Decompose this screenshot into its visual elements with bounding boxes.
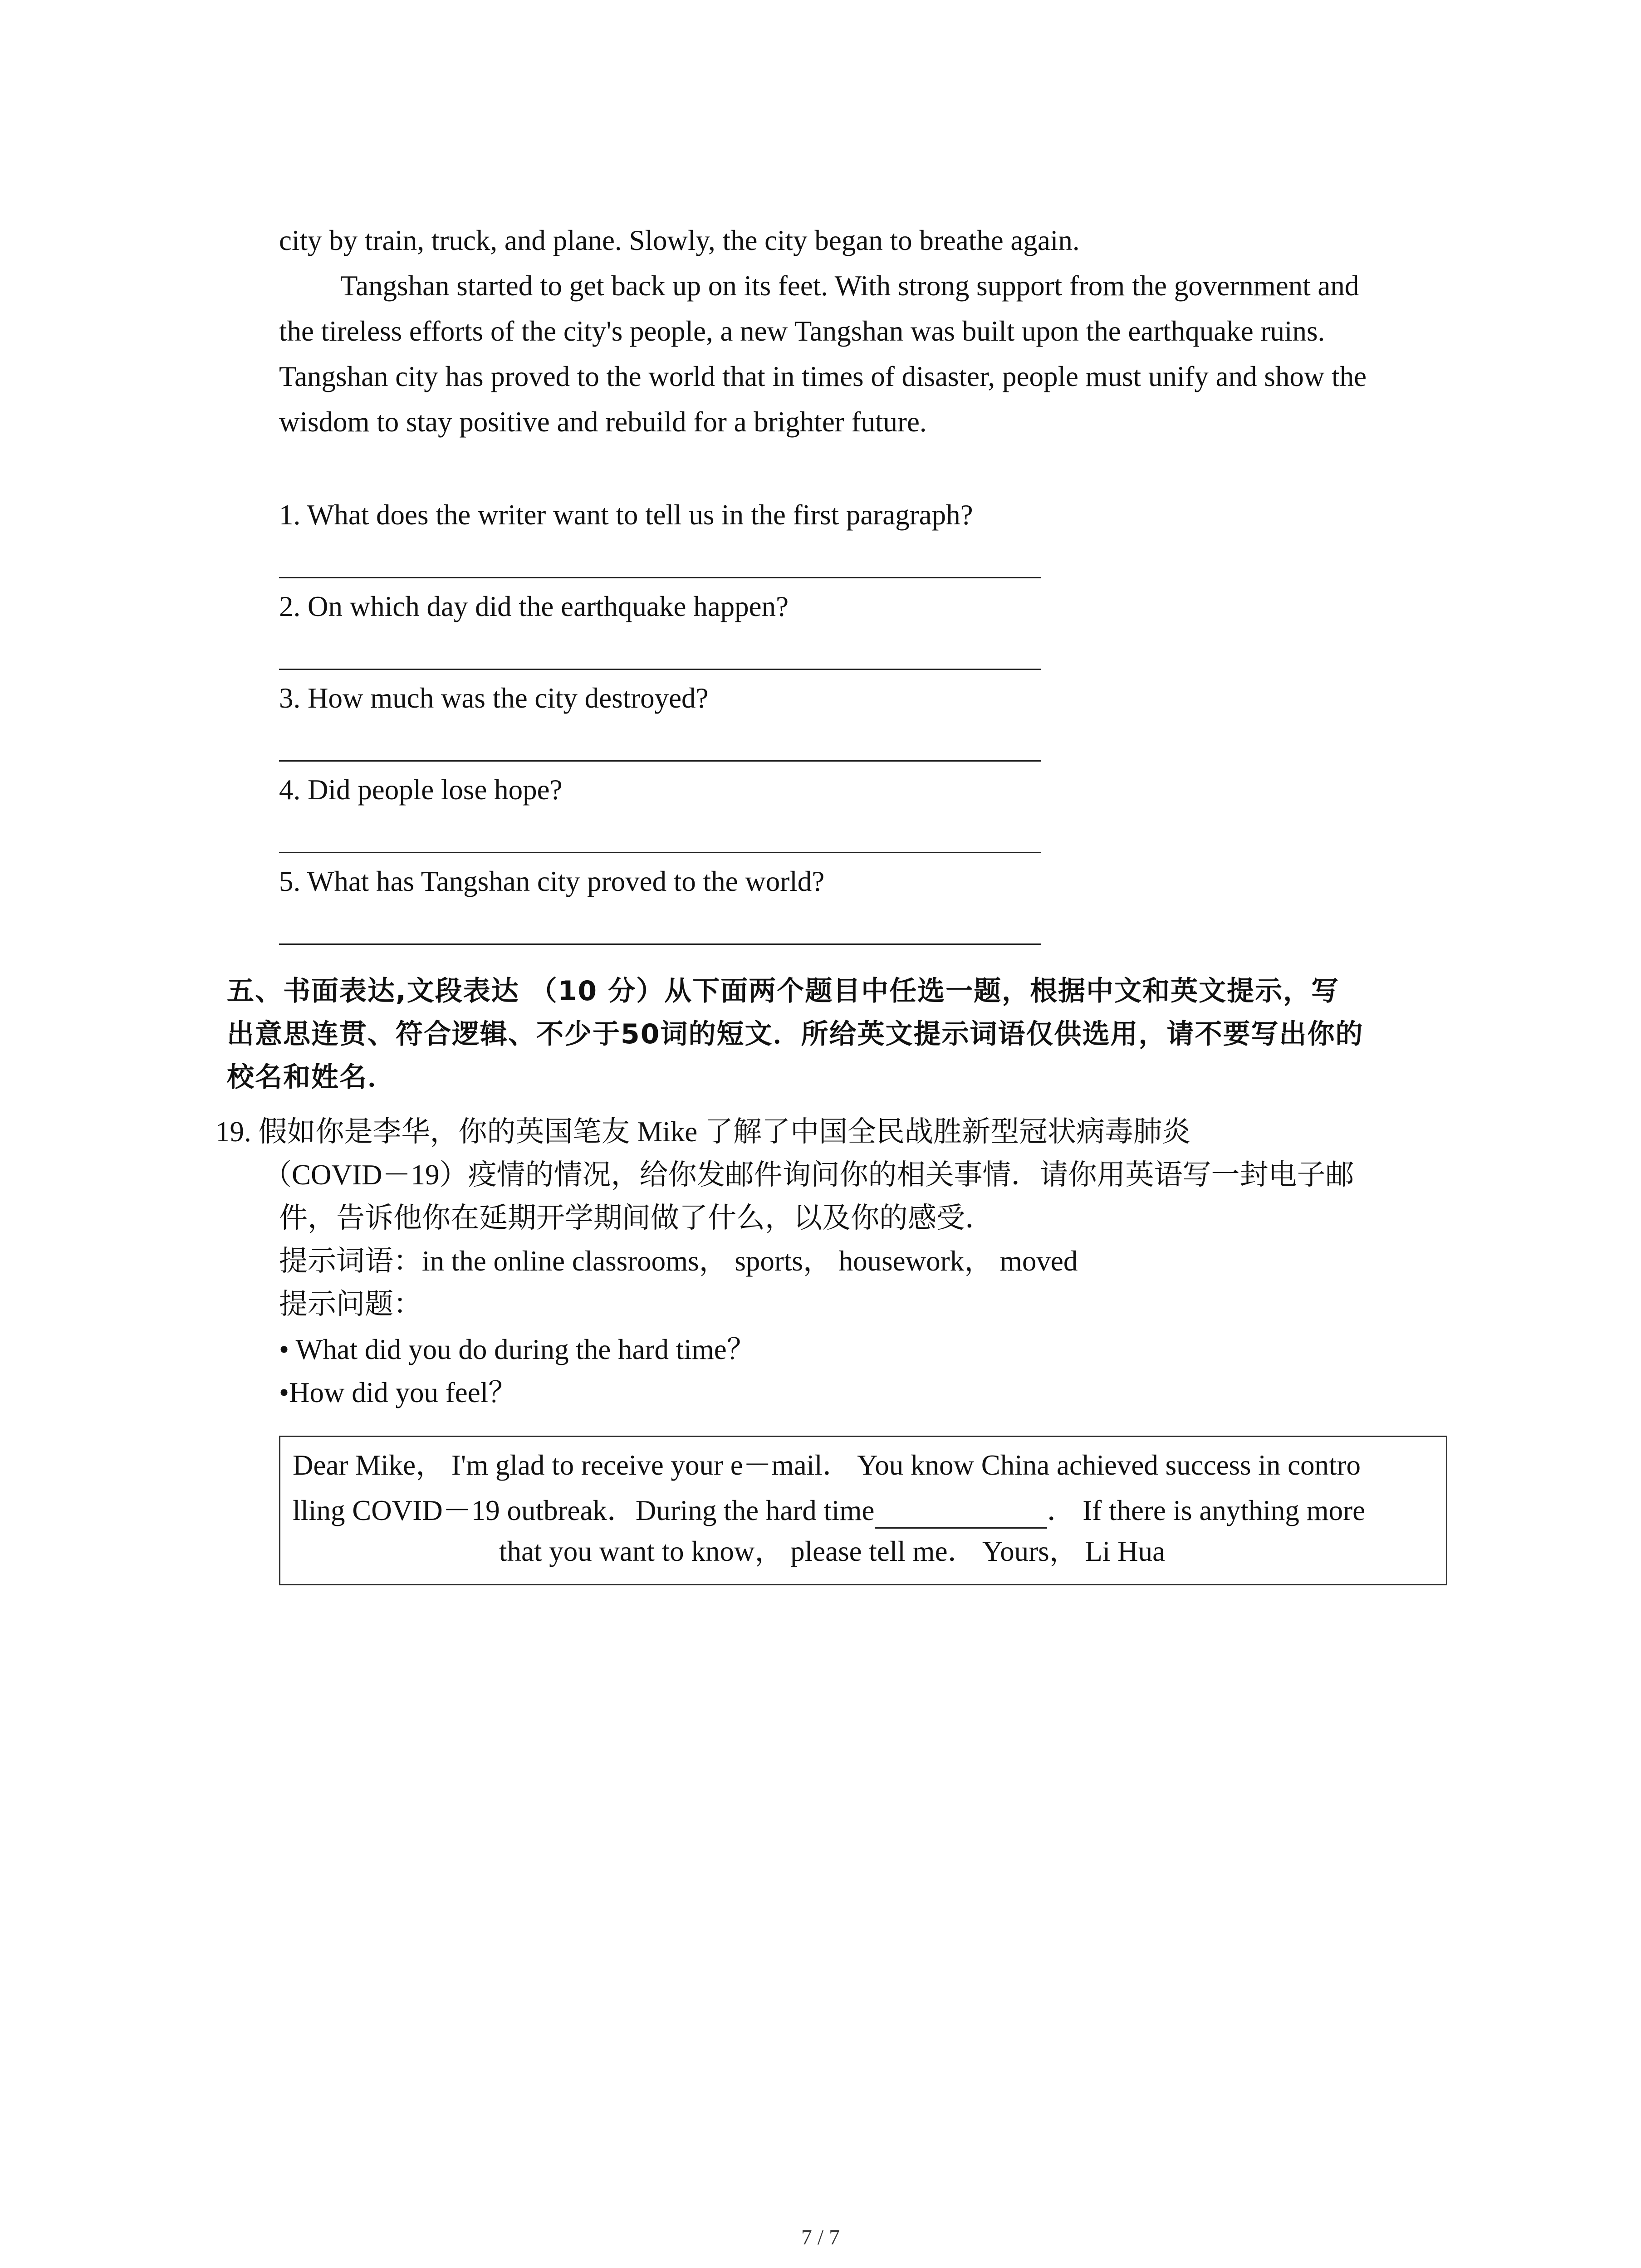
hint-questions-label: 提示问题： [279, 1288, 422, 1320]
section-heading: 五、书面表达,文段表达 （10 分）从下面两个题目中任选一题，根据中文和英文提示，写 [227, 975, 1340, 1007]
email-blank[interactable] [875, 1500, 1047, 1529]
answer-line-1[interactable] [279, 577, 1041, 578]
hint-words: 提示词语：in the online classrooms， sports， housework， moved [279, 1245, 1078, 1277]
answer-line-4[interactable] [279, 852, 1041, 853]
question-1: 1. What does the writer want to tell us in the first paragraph? [279, 499, 973, 531]
passage-line: wisdom to stay positive and rebuild for a brighter future. [279, 406, 927, 438]
answer-line-2[interactable] [279, 669, 1041, 670]
hint-question-1: • What did you do during the hard time？ [279, 1334, 755, 1365]
question-5: 5. What has Tangshan city proved to the world? [279, 865, 825, 897]
task-19-prompt: 件，告诉他你在延期开学期间做了什么，以及你的感受． [279, 1202, 994, 1234]
section-heading: 校名和姓名． [227, 1061, 396, 1093]
passage-line: city by train, truck, and plane. Slowly, the city began to breathe again. [279, 225, 1080, 256]
email-line: Dear Mike， I'm glad to receive your e－mail． You know China achieved success in contro [293, 1449, 1361, 1481]
question-3: 3. How much was the city destroyed? [279, 682, 709, 714]
page-number: 7 / 7 [801, 2225, 840, 2249]
task-19-prompt: （COVID－19）疫情的情况，给你发邮件询问你的相关事情．请你用英语写一封电子邮 [263, 1159, 1354, 1191]
task-19-prompt: 19. 假如你是李华，你的英国笔友 Mike 了解了中国全民战胜新型冠状病毒肺炎 [216, 1116, 1190, 1148]
question-2: 2. On which day did the earthquake happen? [279, 591, 789, 622]
passage-line: the tireless efforts of the city's people, a new Tangshan was built upon the earthquake ruins. [279, 315, 1325, 347]
passage-line: Tangshan started to get back up on its feet. With strong support from the government and [340, 270, 1359, 302]
passage-line: Tangshan city has proved to the world that in times of disaster, people must unify and show the [279, 361, 1367, 392]
answer-line-5[interactable] [279, 943, 1041, 945]
email-line-end: ． If there is anything more [1047, 1495, 1366, 1526]
email-line [293, 1492, 1365, 1529]
hint-question-2: •How did you feel？ [279, 1377, 517, 1408]
email-line-start: lling COVID－19 outbreak．During the hard time [293, 1495, 875, 1526]
question-4: 4. Did people lose hope? [279, 774, 563, 806]
section-heading: 出意思连贯、符合逻辑、不少于50词的短文．所给英文提示词语仅供选用，请不要写出你的 [227, 1018, 1364, 1050]
email-line: that you want to know， please tell me． Yours， Li Hua [499, 1535, 1166, 1567]
answer-line-3[interactable] [279, 760, 1041, 762]
